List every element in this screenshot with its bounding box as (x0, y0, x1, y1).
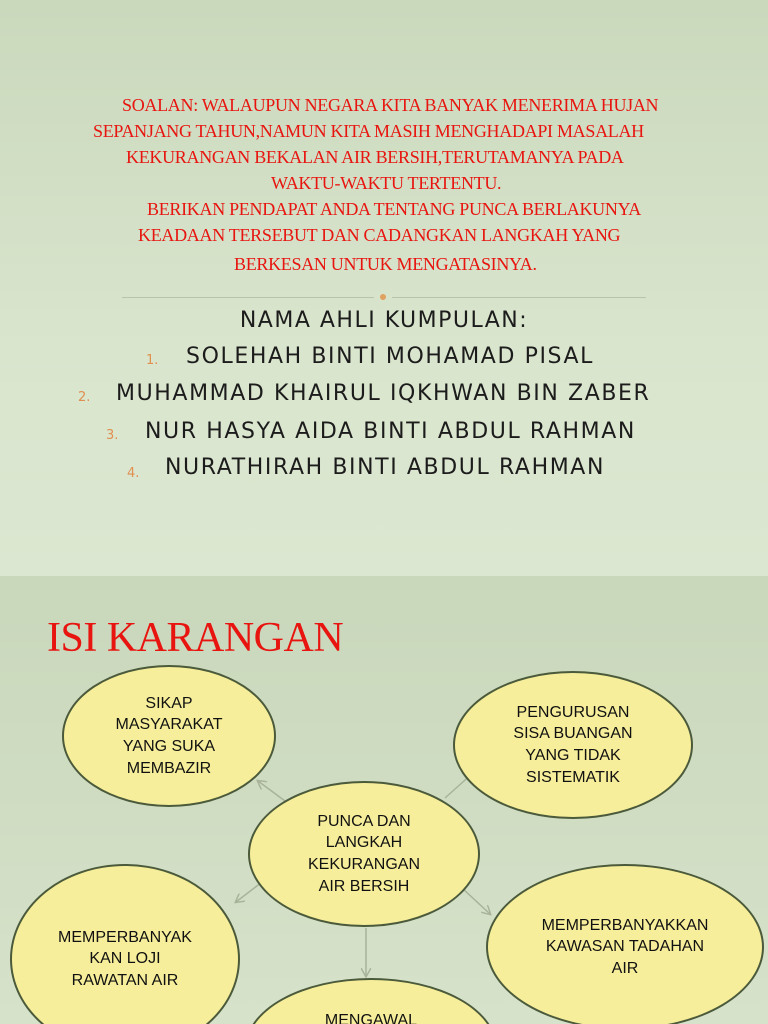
node-line: KEKURANGAN (307, 856, 421, 873)
question-line-1: SOALAN: WALAUPUN NEGARA KITA BANYAK MENERIMA HUJAN (122, 95, 659, 115)
node-line: KAN LOJI (89, 950, 161, 968)
arrow-to-bottom-right (462, 888, 490, 914)
member-name: NUR HASYA AIDA BINTI ABDUL RAHMAN (145, 419, 636, 444)
node-line: LANGKAH (325, 834, 403, 852)
member-name: NURATHIRAH BINTI ABDUL RAHMAN (165, 455, 606, 480)
question-line-2: SEPANJANG TAHUN,NAMUN KITA MASIH MENGHADAPI MASALAH (93, 121, 644, 141)
arrow-to-top-left (258, 781, 285, 801)
member-name: MUHAMMAD KHAIRUL IQKHWAN BIN ZABER (116, 381, 651, 406)
node-line: MASYARAKAT (115, 716, 223, 734)
divider-right (392, 297, 646, 298)
member-number: 4. (127, 466, 140, 481)
node-line: MEMBAZIR (126, 759, 212, 777)
node-line: AIR (611, 959, 639, 977)
question-line-7: BERKESAN UNTUK MENGATASINYA. (234, 254, 537, 274)
member-name: SOLEHAH BINTI MOHAMAD PISAL (186, 344, 595, 369)
question-line-5: BERIKAN PENDAPAT ANDA TENTANG PUNCA BERLAKUNYA (147, 199, 641, 219)
member-number: 2. (78, 390, 91, 405)
node-line: SISA BUANGAN (513, 725, 633, 743)
member-number: 1. (146, 353, 159, 368)
node-line: SIKAP (145, 694, 193, 712)
node-line: KAWASAN TADAHAN (545, 938, 705, 956)
node-line: PENGURUSAN (516, 703, 630, 721)
node-center (248, 781, 480, 927)
node-line: MEMPERBANYAK (58, 928, 192, 946)
node-line: PUNCA DAN (317, 812, 411, 830)
question-line-3: KEKURANGAN BEKALAN AIR BERSIH,TERUTAMANYA PADA (126, 147, 624, 167)
node-line: YANG SUKA (122, 738, 216, 755)
node-line: RAWATAN AIR (71, 971, 179, 989)
node-line: MEMPERBANYAKKAN (541, 916, 709, 934)
question-line-4: WAKTU-WAKTU TERTENTU. (271, 173, 502, 193)
node-line: AIR BERSIH (318, 877, 410, 895)
node-top-right (453, 671, 693, 819)
node-top-left (62, 665, 276, 807)
divider-dot (380, 294, 386, 300)
slide-heading: ISI KARANGAN (47, 615, 344, 661)
node-line: YANG TIDAK (525, 747, 621, 764)
node-line: MENGAWAL (324, 1012, 418, 1024)
node-bottom-right (486, 864, 764, 1024)
question-line-6: KEADAAN TERSEBUT DAN CADANGKAN LANGKAH YANG (138, 225, 621, 245)
members-title: NAMA AHLI KUMPULAN: (239, 308, 529, 333)
member-number: 3. (106, 428, 119, 443)
slide-isi-karangan (0, 576, 768, 1024)
node-line: SISTEMATIK (526, 768, 620, 786)
divider-left (122, 297, 374, 298)
